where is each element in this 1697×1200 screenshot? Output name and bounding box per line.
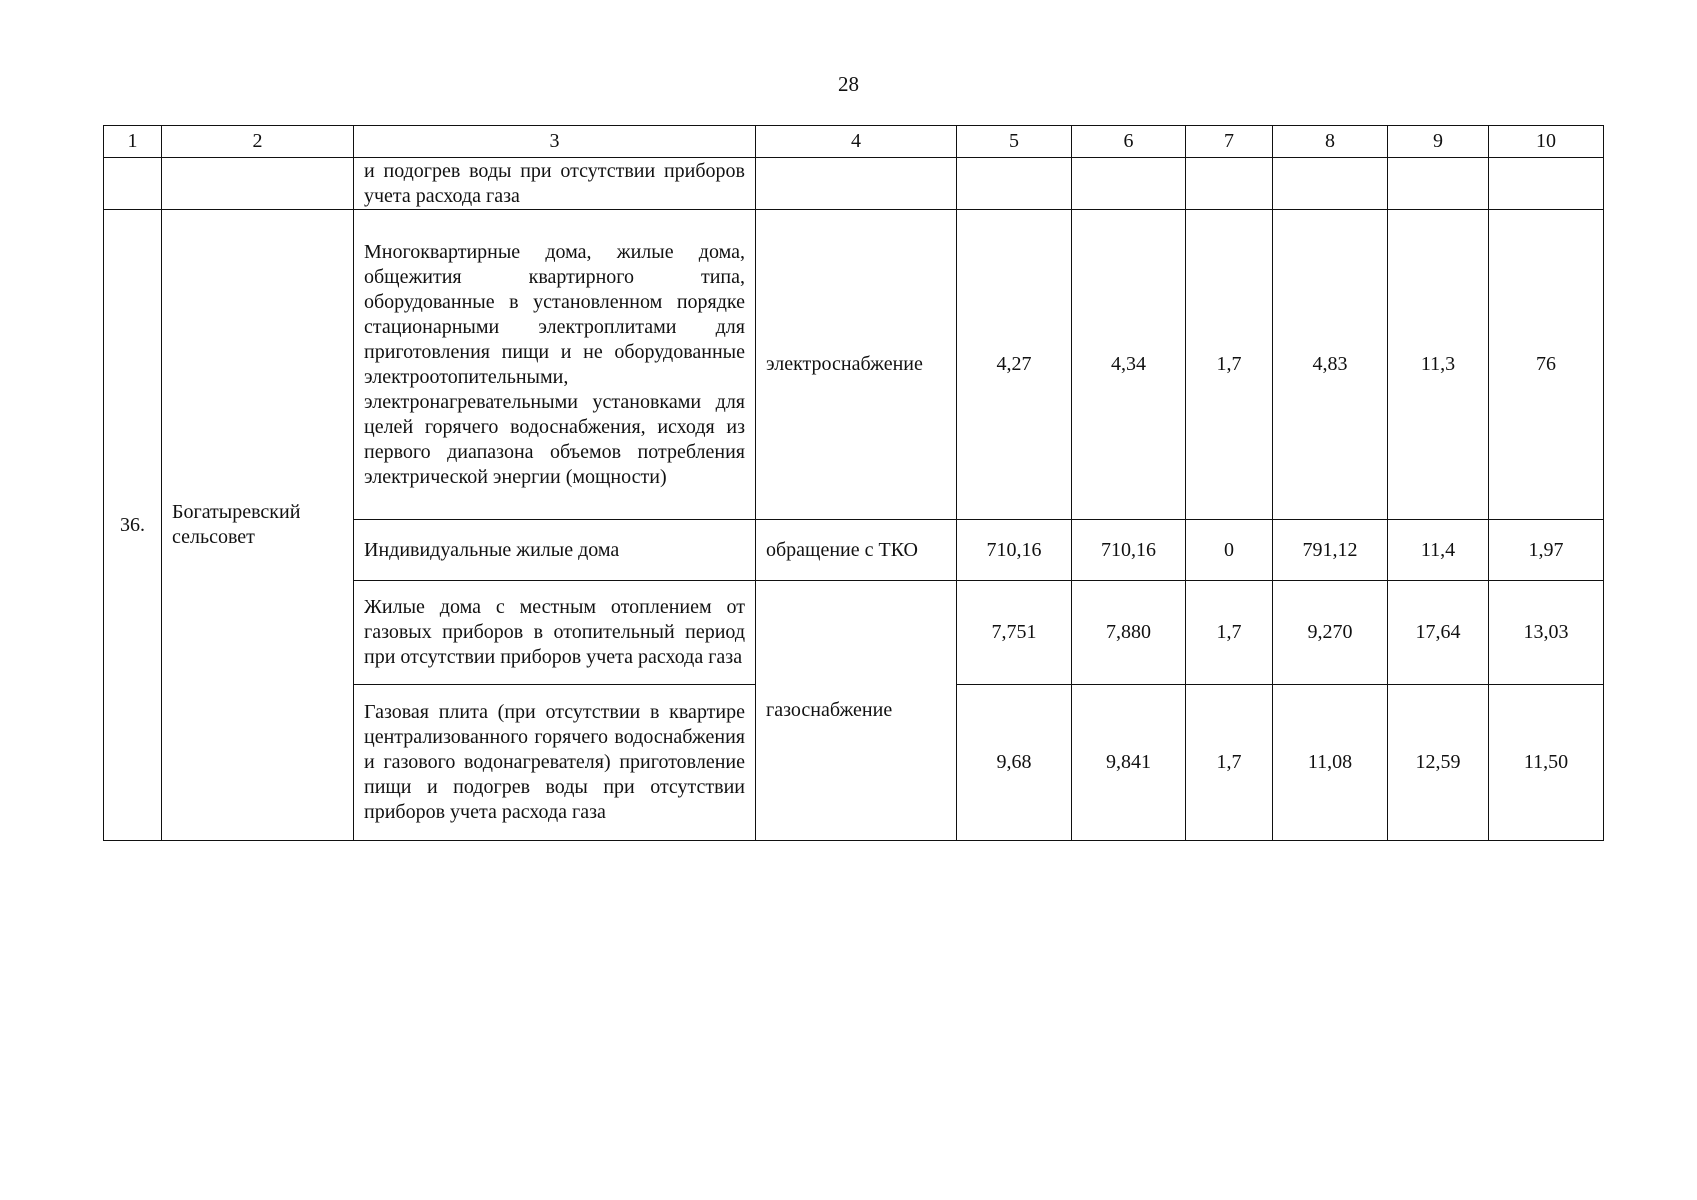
value-col9: 11,3 [1388,210,1489,520]
value-col10: 1,97 [1489,520,1604,581]
table-header-row [104,126,1604,158]
header-cell-3: 3 [354,126,756,158]
value-col8: 4,83 [1273,210,1388,520]
service-type: обращение с ТКО [756,520,957,581]
continuation-description: и подогрев воды при отсутствии приборов учета расхода газа [354,158,756,210]
value-col8: 9,270 [1273,581,1388,685]
value-col9: 17,64 [1388,581,1489,685]
cell-empty [1388,158,1489,210]
value-col8: 791,12 [1273,520,1388,581]
value-col7: 1,7 [1186,210,1273,520]
row-description: Жилые дома с местным отоплением от газовых приборов в отопительный период при отсутствии приборов учета расхода газа [354,581,756,685]
header-cell-10: 10 [1489,126,1604,158]
tariff-table [103,125,1604,841]
value-col7: 0 [1186,520,1273,581]
cell-empty [1489,158,1604,210]
header-cell-5: 5 [957,126,1072,158]
value-col6: 7,880 [1072,581,1186,685]
service-type: газоснабжение [756,581,957,841]
header-cell-7: 7 [1186,126,1273,158]
header-cell-9: 9 [1388,126,1489,158]
row-description: Многоквартирные дома, жилые дома, общежития квартирного типа, оборудованные в установленном порядке стационарными электроплитами для приготовления пищи и не оборудованные электроотопительными, электронагревательными установками для целей горячего водоснабжения, исходя из первого диапазона объемов потребления электрической энергии (мощности) [354,210,756,520]
page-number: 28 [838,72,859,96]
value-col6: 4,34 [1072,210,1186,520]
header-cell-8: 8 [1273,126,1388,158]
header-cell-4: 4 [756,126,957,158]
value-col10: 11,50 [1489,685,1604,841]
value-col7: 1,7 [1186,685,1273,841]
value-col7: 1,7 [1186,581,1273,685]
entry-name: Богатыревский сельсовет [162,210,354,841]
cell-empty [1186,158,1273,210]
table-row [104,210,1604,520]
table-row-continuation [104,158,1604,210]
cell-empty [957,158,1072,210]
header-cell-2: 2 [162,126,354,158]
value-col6: 710,16 [1072,520,1186,581]
header-cell-1: 1 [104,126,162,158]
cell-empty [104,158,162,210]
value-col10: 13,03 [1489,581,1604,685]
value-col5: 710,16 [957,520,1072,581]
cell-empty [1273,158,1388,210]
entry-number: 36. [104,210,162,841]
row-description: Индивидуальные жилые дома [354,520,756,581]
value-col10: 76 [1489,210,1604,520]
cell-empty [1072,158,1186,210]
cell-empty [162,158,354,210]
value-col8: 11,08 [1273,685,1388,841]
service-type: электроснабжение [756,210,957,520]
value-col9: 12,59 [1388,685,1489,841]
value-col6: 9,841 [1072,685,1186,841]
value-col5: 9,68 [957,685,1072,841]
value-col5: 4,27 [957,210,1072,520]
header-cell-6: 6 [1072,126,1186,158]
value-col5: 7,751 [957,581,1072,685]
cell-empty [756,158,957,210]
value-col9: 11,4 [1388,520,1489,581]
row-description: Газовая плита (при отсутствии в квартире централизованного горячего водоснабжения и газового водонагревателя) приготовление пищи и подогрев воды при отсутствии приборов учета расхода газа [354,685,756,841]
